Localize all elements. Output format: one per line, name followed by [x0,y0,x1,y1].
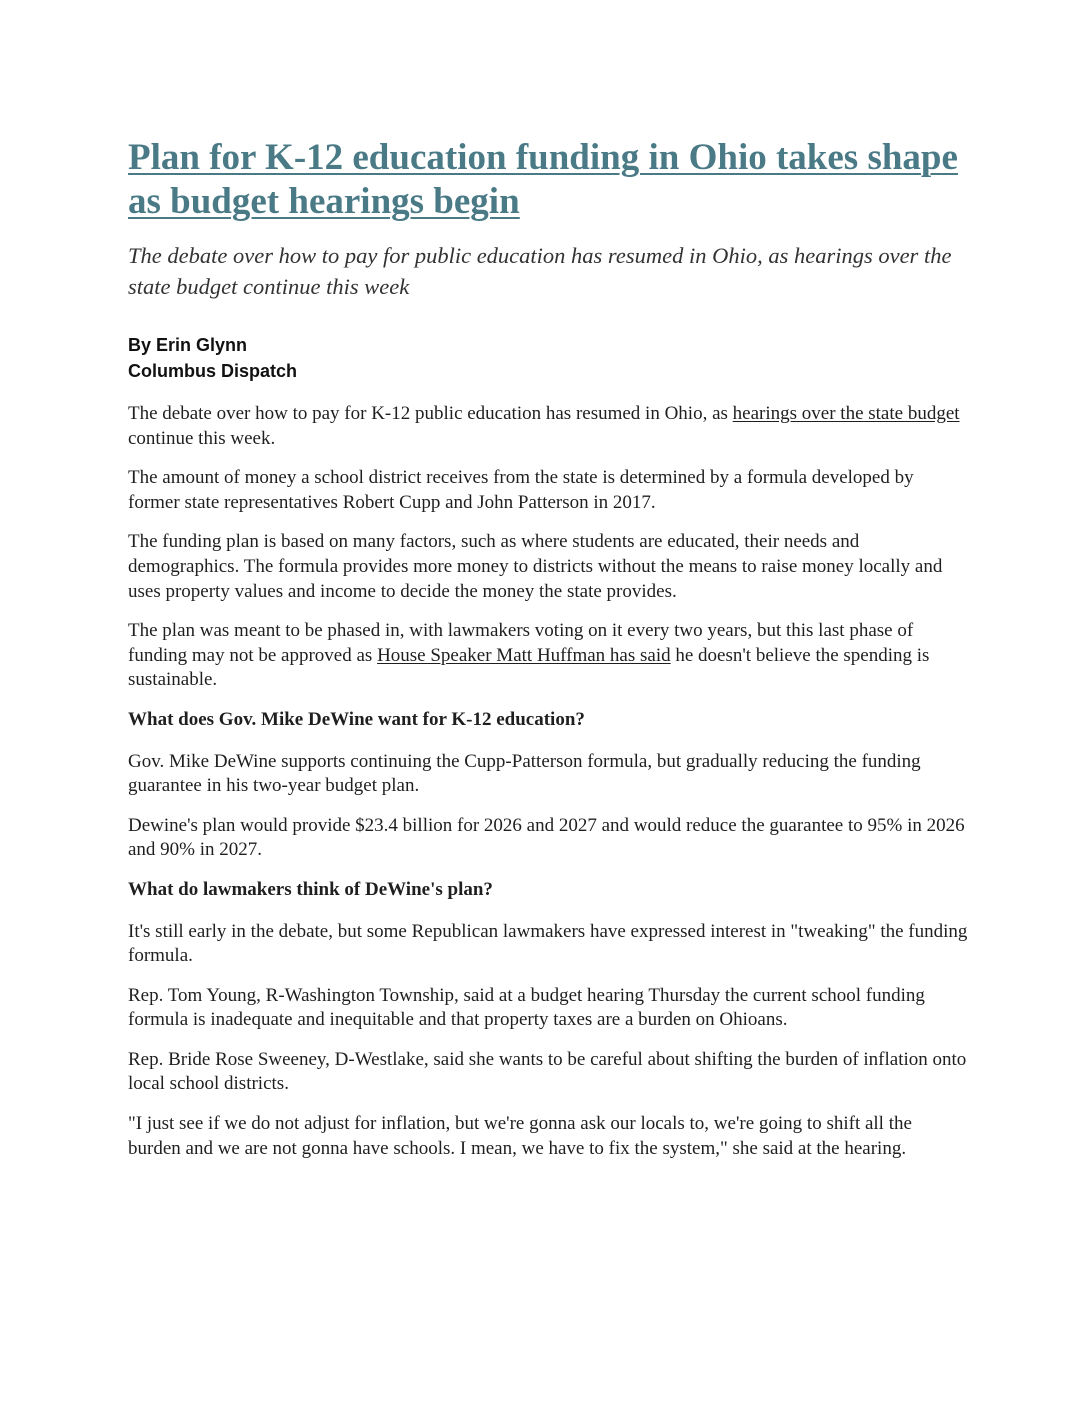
paragraph-4 [128,619,968,693]
byline-outlet: Columbus Dispatch [128,361,298,381]
paragraph-10: "I just see if we do not adjust for inflation, but we're gonna ask our locals to, we're going to shift all the burden and we are not gonna have schools. I mean, we have to fix the system," she said at the hearing. [128,1113,912,1159]
section-heading-lawmakers: What do lawmakers think of DeWine's plan? [128,878,493,900]
paragraph-9: Rep. Bride Rose Sweeney, D-Westlake, said she wants to be careful about shifting the burden of inflation onto local school districts. [128,1048,967,1095]
section-heading-dewine: What does Gov. Mike DeWine want for K-12 education? [128,708,585,730]
byline [128,332,968,384]
paragraph-4-text-b: he doesn't believe the spending is sustainable. [128,644,930,691]
paragraph-6: Dewine's plan would provide $23.4 billion for 2026 and 2027 and would reduce the guarantee to 95% in 2026 and 90% in 2027. [128,814,965,861]
article-headline[interactable] [128,136,968,224]
paragraph-1-text-a: The debate over how to pay for K-12 public education has resumed in Ohio, as [128,403,733,424]
huffman-link[interactable]: House Speaker Matt Huffman has said [377,644,671,666]
article-subhead: The debate over how to pay for public education has resumed in Ohio, as hearings over the state budget continue this week [128,243,952,299]
hearings-link[interactable]: hearings over the state budget [732,403,960,424]
article-body [128,402,968,1161]
article [128,136,968,1176]
paragraph-1 [128,402,968,451]
byline-author: By Erin Glynn [128,335,248,355]
paragraph-1-text-b: continue this week. [128,427,276,449]
paragraph-3: The funding plan is based on many factors, such as where students are educated, their needs and demographics. The formula provides more money to districts without the means to raise money locally and uses property values and income to decide the money the state provides. [128,531,943,602]
headline-link[interactable]: Plan for K-12 education funding in Ohio takes shape as budget hearings begin [128,137,958,222]
paragraph-7: It's still early in the debate, but some Republican lawmakers have expressed interest in "tweaking" the funding formula. [128,920,968,967]
paragraph-8: Rep. Tom Young, R-Washington Township, said at a budget hearing Thursday the current school funding formula is inadequate and inequitable and that property taxes are a burden on Ohioans. [128,984,925,1031]
paragraph-5: Gov. Mike DeWine supports continuing the Cupp-Patterson formula, but gradually reducing the funding guarantee in his two-year budget plan. [128,750,921,797]
paragraph-4-text-a: The plan was meant to be phased in, with lawmakers voting on it every two years, but this last phase of funding may not be approved as [128,620,914,666]
paragraph-2: The amount of money a school district receives from the state is determined by a formula developed by former state representatives Robert Cupp and John Patterson in 2017. [128,467,914,513]
